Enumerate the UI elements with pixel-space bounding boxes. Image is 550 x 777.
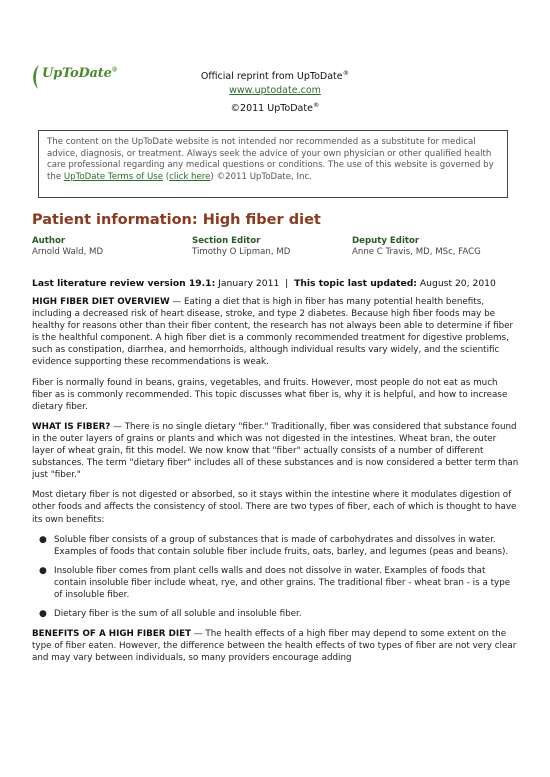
click-here-link[interactable]: click here <box>169 171 211 182</box>
bullet-icon: ● <box>39 534 47 545</box>
fiber-types-list <box>32 534 520 621</box>
what-is-fiber-paragraph: WHAT IS FIBER? — There is no single dietary "fiber." Traditionally, fiber was considered that substance found in the outer layers of grains or plants and which was not digested in the intestines. Wheat bran, the outer layer of wheat grain, fit this model. We now know that "fiber" actually consists of a number of different substances. The term "dietary fiber" includes all of these substances and is now considered a better term than just "fiber." <box>32 421 519 481</box>
bullet-icon: ● <box>39 565 47 576</box>
overview-paragraph: HIGH FIBER DIET OVERVIEW — Eating a diet that is high in fiber has many potential health benefits, including a decreased risk of heart disease, stroke, and type 2 diabetes. Because high fiber foods may be healthy for reasons other than their fiber content, the research has not always been able to determine if fiber is the healthful component. A high fiber diet is a commonly recommended treatment for digestive problems, such as constipation, diarrhea, and hemorrhoids, although individual results vary widely, and the scientific evidence supporting these recommendations is weak. <box>32 297 514 368</box>
article-body <box>32 296 520 672</box>
list-item: ● Dietary fiber is the sum of all soluble and insoluble fiber. <box>39 609 302 620</box>
review-line: Last literature review version 19.1: January 2011 | This topic last updated: August 20, 2010 <box>32 278 496 289</box>
credit-deputy-editor: Deputy Editor Anne C Travis, MD, MSc, FACG <box>352 236 481 257</box>
benefits-paragraph: BENEFITS OF A HIGH FIBER DIET — The health effects of a high fiber may depend to some extent on the type of fiber eaten. However, the difference between the health effects of two types of fiber are not very clear and may vary between individuals, so many providers encourage adding <box>32 629 517 664</box>
bullet-icon: ● <box>39 609 47 620</box>
logo-wordmark: UpToDate® <box>42 66 118 81</box>
fiber-types-paragraph: Most dietary fiber is not digested or absorbed, so it stays within the intestine where it modulates digestion of other foods and affects the consistency of stool. There are two types of fiber, each of which is thought to have its own benefits: <box>32 490 517 525</box>
copyright-line: ©2011 UpToDate® <box>230 101 320 115</box>
disclaimer-box: The content on the UpToDate website is not intended nor recommended as a substitute for medical advice, diagnosis, or treatment. Always seek the advice of your own physician or other qualified health care professional regarding any medical questions or conditions. The use of this website is governed by the UpToDate Terms of Use (click here) ©2011 UpToDate, Inc. <box>38 130 508 198</box>
list-item: ● Soluble fiber consists of a group of substances that is made of carbohydrates and dissolves in water. Examples of foods that contain soluble fiber include fruits, oats, barley, and legumes (peas and beans). <box>39 534 509 557</box>
reprint-line: Official reprint from UpToDate® <box>200 69 350 83</box>
logo-swoosh-icon <box>30 64 42 90</box>
uptodate-url-link[interactable]: www.uptodate.com <box>229 85 321 97</box>
page-title: Patient information: High fiber diet <box>32 212 321 228</box>
terms-of-use-link[interactable]: UpToDate Terms of Use <box>63 171 164 182</box>
reprint-header <box>130 66 420 116</box>
fiber-sources-paragraph: Fiber is normally found in beans, grains, vegetables, and fruits. However, most people do not eat as much fiber as is commonly recommended. This topic discusses what fiber is, why it is helpful, and how to increase dietary fiber. <box>32 377 508 412</box>
credit-author: Author Arnold Wald, MD <box>32 236 104 257</box>
credit-section-editor: Section Editor Timothy O Lipman, MD <box>192 236 291 257</box>
list-item: ● Insoluble fiber comes from plant cells walls and does not dissolve in water. Examples of foods that contain insoluble fiber include wheat, rye, and other grains. The traditional fiber - wheat bran - is a type of insoluble fiber. <box>39 565 511 600</box>
uptodate-logo-icon <box>30 62 118 94</box>
